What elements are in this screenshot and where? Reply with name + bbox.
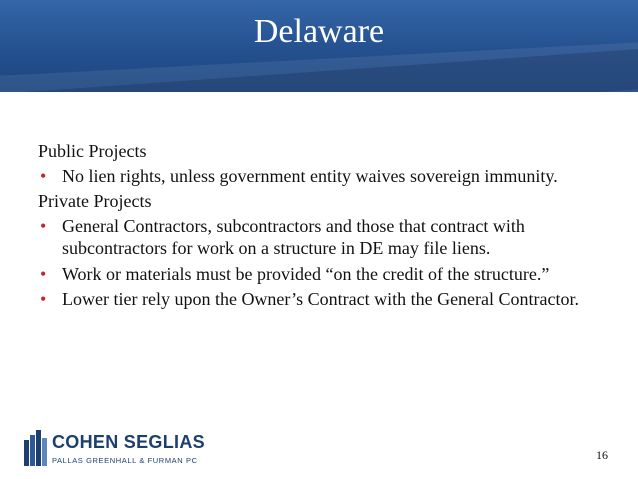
page-number: 16: [596, 448, 608, 462]
section-heading-public: Public Projects: [38, 141, 147, 161]
title-banner: [0, 0, 638, 92]
logo-subtitle: PALLAS GREENHALL & FURMAN PC: [52, 456, 198, 465]
bullet-item: [38, 288, 598, 311]
bullet-text: Work or materials must be provided “on the credit of the structure.”: [62, 263, 550, 284]
bullet-text: No lien rights, unless government entity waives sovereign immunity.: [62, 165, 558, 186]
slide-body: [38, 140, 598, 314]
company-logo: [24, 430, 244, 470]
logo-name: COHEN SEGLIAS: [52, 432, 205, 452]
slide-title: Delaware: [253, 13, 385, 50]
bullet-marker: •: [40, 263, 47, 284]
bullet-marker: •: [40, 165, 47, 186]
bullet-marker: •: [40, 289, 47, 309]
building-mark-icon: [24, 430, 48, 466]
bullet-text: Lower tier rely upon the Owner’s Contract with the General Contractor.: [62, 289, 580, 309]
bullet-text: General Contractors, subcontractors and those that contract with subcontractors for work on a structure in DE may file liens.: [62, 215, 525, 258]
bullet-item: [38, 215, 598, 260]
bullet-item: [38, 165, 598, 188]
bullet-item: [38, 263, 598, 286]
section-heading-private: Private Projects: [38, 191, 152, 211]
bullet-marker: •: [40, 215, 47, 236]
